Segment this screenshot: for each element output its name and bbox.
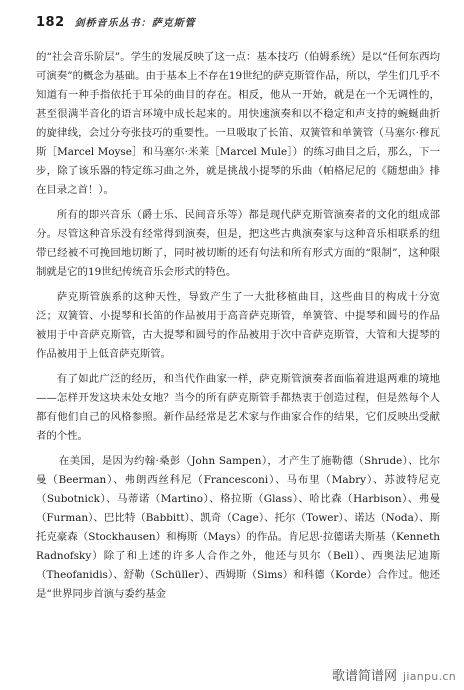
running-header <box>36 14 196 34</box>
page-number: 182 <box>36 15 65 30</box>
watermark-site-name: 歌谱简谱网 <box>331 669 397 684</box>
watermark <box>332 665 456 684</box>
series-title: 剑桥音乐丛书：萨克斯管 <box>74 18 196 29</box>
paragraph-5: 在美国，是因为约翰·桑彭（John Sampen），才产生了施勒德（Shrude）、比尔曼（Beerman）、弗朗西丝科尼（Francesconi）、马布里（Mabry）、苏波特尼克（Subotnick）、马蒂诺（Martino）、格拉斯（Glass）、哈比森（Harbison）、弗曼（Furman）、巴比特（Babbitt）、凯奇（Cage）、托尔（Tower）、诺达（Noda）、斯托克豪森（Stockhausen）和梅斯（Mays）的作品。肯尼思·拉德诺夫斯基（Kenneth Radnofsky）除了和上述的许多人合作之外，他还与贝尔（Bell）、西奥法尼迪斯（Theofanidis）、舒勒（Schüller）、西姆斯（Sims）和科德（Korde）合作过。他还是“世界同步首演与委约基金 <box>36 455 440 600</box>
paragraph-1: 的“社会音乐阶层”。学生的发展反映了这一点：基本技巧（伯姆系统）是以“任何东西均可演奏”的概念为基础。由于基本上不存在19世纪的萨克斯管作品，所以，学生们几乎不知道有一种手指依托于耳朵的曲目的存在。相反，他从一开始，就是在一个无调性的，甚至很满半音化的语言环境中成长起来的。用快速演奏和以不稳定和声支持的蜿蜒曲折的旋律线，会过分夸张技巧的重要性。一旦吸取了长笛、双簧管和单簧管（马塞尔·穆瓦斯［Marcel Moyse］和马塞尔·米莱［Marcel Mule］）的练习曲目之后，那么，下一步，除了该乐器的特定练习曲之外，就是挑战小提琴的乐曲（帕格尼尼的《随想曲》排在目录之首！）。 <box>36 51 440 196</box>
paragraph-2: 所有的即兴音乐（爵士乐、民间音乐等）都是现代萨克斯管演奏者的文化的组成部分。尽管这种音乐没有经常得到演奏，但是，把这些古典演奏家与这种音乐相联系的纽带已经被不可挽回地切断了，同时被切断的还有句法和所有形式方面的“限制”，这种限制就是它的19世纪传统音乐会形式的特色。 <box>36 209 440 278</box>
paragraph-3: 萨克斯管族系的这种天性，导致产生了一大批移植曲目，这些曲目的构成十分宽泛；双簧管、小提琴和长笛的作品被用于高音萨克斯管，单簧管、中提琴和圆号的作品被用于中音萨克斯管，古大提琴和圆号的作品被用于次中音萨克斯管，大管和大提琴的作品被用于上低音萨克斯管。 <box>36 291 440 360</box>
paragraph-4: 有了如此广泛的经历，和当代作曲家一样，萨克斯管演奏者面临着进退两难的境地——怎样开发这块未处女地？当今的所有萨克斯管手都热衷于创造过程，但是然每个人都有他们自己的风格参照。新作品经常是艺术家与作曲家合作的结果，它们反映出受献者的个性。 <box>36 373 440 442</box>
body-text <box>36 48 440 610</box>
watermark-site-url: jianpu.cn <box>403 670 456 683</box>
